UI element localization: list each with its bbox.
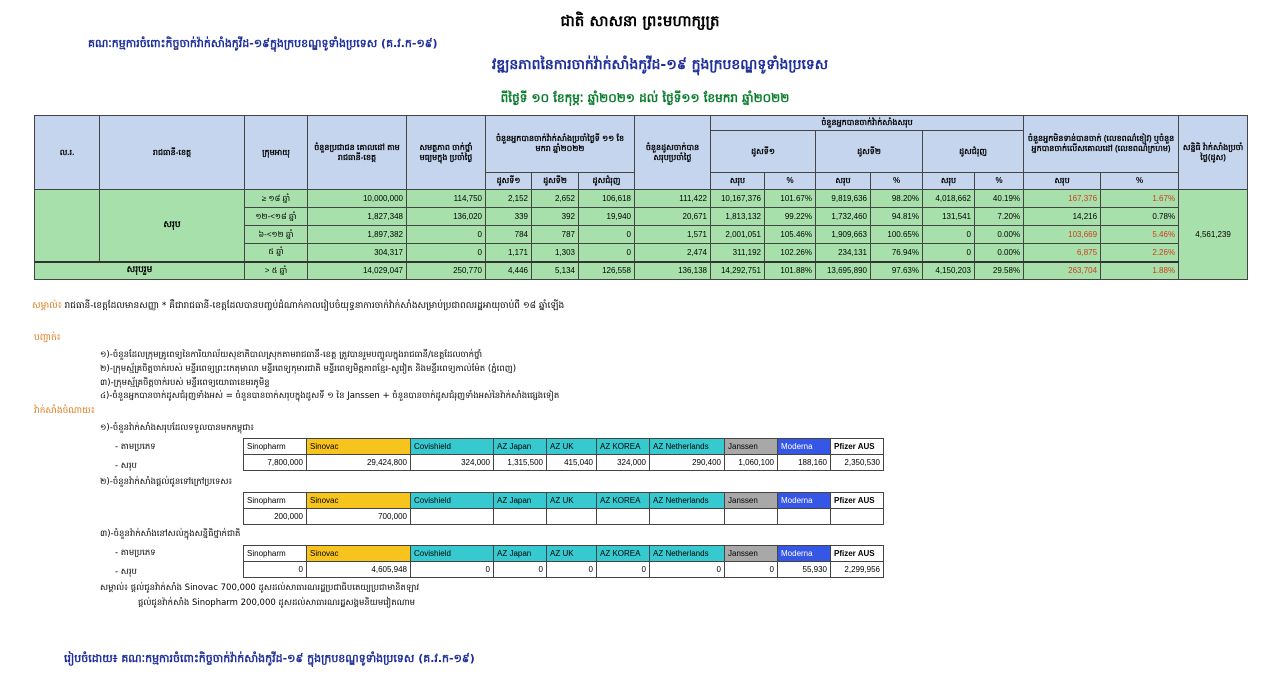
- stock-heading: ៣)-ចំនួនវ៉ាក់សាំងនៅសល់ក្នុងសន្និធិថ្នាក់ជាតិ: [100, 529, 241, 539]
- vaccines-stock-table: [243, 545, 884, 578]
- donated-value: [411, 509, 494, 525]
- remark-line: ផ្តល់ជូនវ៉ាក់សាំង Sinopharm 200,000 ដូសដល់សាធារណរដ្ឋសង្គមនិយមវៀតណាម: [138, 598, 416, 608]
- total-label: - សរុប: [115, 567, 137, 577]
- total-label: - សរុប: [115, 461, 137, 471]
- donated-value: [547, 509, 597, 525]
- target-cell: 14,029,047: [308, 262, 407, 280]
- today-booster-cell: 126,558: [579, 262, 635, 280]
- vaccine-name-pfizer: Pfizer AUS: [831, 546, 884, 562]
- vaccine-name-az-korea: AZ KOREA: [597, 439, 650, 455]
- col-cum-booster-total: សរុប: [923, 173, 975, 190]
- col-remaining-pct: %: [1101, 173, 1179, 190]
- received-value: 1,315,500: [494, 455, 547, 471]
- report-title: វឌ្ឍនភាពនៃការចាក់វ៉ាក់សាំងកូវីដ-១៩ ក្នុងក្របខណ្ឌទូទាំងប្រទេស: [491, 57, 829, 73]
- donated-value: [831, 509, 884, 525]
- received-value: 324,000: [411, 455, 494, 471]
- cum-dose1-cell: 2,001,051: [711, 226, 765, 244]
- donated-value: 700,000: [307, 509, 411, 525]
- group-label: សរុប: [100, 190, 245, 262]
- received-value: 415,040: [547, 455, 597, 471]
- vaccine-name-covishield: Covishield: [411, 493, 494, 509]
- cum-dose2-cell: 9,819,636: [816, 190, 871, 208]
- cum-dose2-pct-cell: 97.63%: [871, 262, 923, 280]
- explain-item: ៣)-ក្រុមស្ម័គ្រចិត្តចាក់របស់ មន្ទីរពេទ្យយោធាខេមរភូមិន្ទ: [100, 378, 270, 388]
- target-cell: 1,897,382: [308, 226, 407, 244]
- vaccine-name-janssen: Janssen: [725, 546, 778, 562]
- daily-total-cell: 1,571: [635, 226, 711, 244]
- cum-booster-pct-cell: 29.58%: [975, 262, 1024, 280]
- cum-dose2-cell: 13,695,890: [816, 262, 871, 280]
- cum-booster-cell: 0: [923, 226, 975, 244]
- cum-dose2-pct-cell: 94.81%: [871, 208, 923, 226]
- cum-dose1-pct-cell: 101.67%: [765, 190, 816, 208]
- cum-dose2-cell: 1,732,460: [816, 208, 871, 226]
- vaccine-name-sinopharm: Sinopharm: [244, 493, 307, 509]
- vaccine-name-az-japan: AZ Japan: [494, 439, 547, 455]
- report-date: ពីថ្ងៃទី ១០ ខែកុម្ភៈ ឆ្នាំ២០២១ ដល់ ថ្ងៃទី១១ ខែមករា ឆ្នាំ២០២២: [500, 91, 790, 105]
- vaccines-donated-table: [243, 492, 884, 525]
- remaining-cell: 14,216: [1024, 208, 1101, 226]
- col-age-group: ក្រុមអាយុ: [245, 116, 308, 190]
- explain-item: ៤)-ចំនួនអ្នកបានចាក់ដូសជំរុញទាំងអស់ = ចំនួនបានចាក់សរុបក្នុងដូសទី ១ នៃ Janssen + ចំនួនបានចាក់ដូសជំរុញទាំងអស់នៃវ៉ាក់សាំងផ្សេងទៀត: [100, 391, 560, 401]
- age-cell: ៦-<១២ ឆ្នាំ: [245, 226, 308, 244]
- received-heading: ១)-ចំនួនវ៉ាក់សាំងសរុបដែលទទួលបានមកកម្ពុជា៖: [100, 423, 255, 433]
- cum-dose1-pct-cell: 105.46%: [765, 226, 816, 244]
- vaccine-name-covishield: Covishield: [411, 439, 494, 455]
- col-remaining-total: សរុប: [1024, 173, 1101, 190]
- remaining-pct-cell: 2.26%: [1101, 244, 1179, 262]
- col-group-today: ចំនួនអ្នកបានចាក់វ៉ាក់សាំងប្រចាំថ្ងៃទី ១១ ខែមករា ឆ្នាំ២០២២: [486, 116, 635, 173]
- remaining-pct-cell: 1.88%: [1101, 262, 1179, 280]
- col-cum-dose2-pct: %: [871, 173, 923, 190]
- explain-label: បញ្ជាក់៖: [34, 333, 61, 343]
- remaining-cell: 6,875: [1024, 244, 1101, 262]
- vaccine-name-az-uk: AZ UK: [547, 439, 597, 455]
- vaccine-name-az-netherlands: AZ Netherlands: [650, 493, 725, 509]
- today-dose1-cell: 784: [486, 226, 532, 244]
- cum-booster-cell: 131,541: [923, 208, 975, 226]
- col-group-remaining: ចំនួនអ្នកមិនទាន់បានចាក់ (លេខពណ៌ខៀវ) ឬចំនួនអ្នកបានចាក់លើសគោលដៅ (លេខពណ៌ក្រហម): [1024, 116, 1179, 173]
- vaccination-summary-table: [34, 115, 1248, 280]
- today-dose1-cell: 4,446: [486, 262, 532, 280]
- today-dose1-cell: 2,152: [486, 190, 532, 208]
- remaining-cell: 263,704: [1024, 262, 1101, 280]
- national-motto: ជាតិ សាសនា ព្រះមហាក្សត្រ: [560, 12, 720, 30]
- cum-booster-pct-cell: 7.20%: [975, 208, 1024, 226]
- today-dose1-cell: 339: [486, 208, 532, 226]
- by-type-label: - តាមប្រភេទ: [115, 548, 156, 558]
- capacity-cell: 136,020: [407, 208, 486, 226]
- vaccine-name-pfizer: Pfizer AUS: [831, 493, 884, 509]
- remark-label: សម្គាល់៖: [100, 583, 129, 593]
- cum-dose2-cell: 1,909,663: [816, 226, 871, 244]
- stock-cell: 4,561,239: [1179, 190, 1248, 280]
- stock-value: 0: [597, 562, 650, 578]
- remaining-cell: 103,669: [1024, 226, 1101, 244]
- stock-value: 0: [411, 562, 494, 578]
- cum-booster-pct-cell: 0.00%: [975, 244, 1024, 262]
- grand-total-label: សរុបរួម: [35, 262, 245, 280]
- by-type-label: - តាមប្រភេទ: [115, 442, 156, 452]
- target-cell: 1,827,348: [308, 208, 407, 226]
- received-value: 324,000: [597, 455, 650, 471]
- cum-dose1-cell: 14,292,751: [711, 262, 765, 280]
- col-cum-booster-pct: %: [975, 173, 1024, 190]
- vaccines-received-table: [243, 438, 884, 471]
- donated-value: [494, 509, 547, 525]
- vaccine-name-sinovac: Sinovac: [307, 439, 411, 455]
- row-no-cell: [35, 190, 100, 262]
- daily-total-cell: 136,138: [635, 262, 711, 280]
- explain-item: ១)-ចំនួនដែលក្រុមគ្រូពេទ្យនៃការិយាល័យសុខាភិបាលស្រុកតាមរាជធានី-ខេត្ត ត្រូវបានរួមបញ្ចូលក្នុងរាជធានី/ខេត្តដែលចាក់ថ្នាំ: [100, 350, 483, 360]
- remaining-cell: 167,376: [1024, 190, 1101, 208]
- today-booster-cell: 106,618: [579, 190, 635, 208]
- vaccine-name-covishield: Covishield: [411, 546, 494, 562]
- today-dose2-cell: 5,134: [532, 262, 579, 280]
- col-daily-total: ចំនួនដូសចាក់បាន សរុបប្រចាំថ្ងៃ: [635, 116, 711, 190]
- remaining-pct-cell: 1.67%: [1101, 190, 1179, 208]
- cum-dose2-pct-cell: 100.65%: [871, 226, 923, 244]
- today-dose2-cell: 2,652: [532, 190, 579, 208]
- stock-value: 2,299,956: [831, 562, 884, 578]
- cum-dose2-cell: 234,131: [816, 244, 871, 262]
- col-today-dose2: ដូសទី២: [532, 173, 579, 190]
- cum-dose1-pct-cell: 102.26%: [765, 244, 816, 262]
- vaccine-name-az-japan: AZ Japan: [494, 493, 547, 509]
- vaccine-name-az-netherlands: AZ Netherlands: [650, 546, 725, 562]
- cum-dose1-cell: 10,167,376: [711, 190, 765, 208]
- col-cum-dose2-total: សរុប: [816, 173, 871, 190]
- col-today-dose1: ដូសទី១: [486, 173, 532, 190]
- received-value: 1,060,100: [725, 455, 778, 471]
- today-booster-cell: 19,940: [579, 208, 635, 226]
- col-no: ល.រ.: [35, 116, 100, 190]
- today-dose2-cell: 1,303: [532, 244, 579, 262]
- vaccine-name-moderna: Moderna: [778, 546, 831, 562]
- stock-value: 0: [494, 562, 547, 578]
- received-value: 290,400: [650, 455, 725, 471]
- cum-booster-cell: 4,018,662: [923, 190, 975, 208]
- col-today-booster: ដូសជំរុញ: [579, 173, 635, 190]
- daily-total-cell: 111,422: [635, 190, 711, 208]
- note-label: សម្គាល់៖: [32, 301, 62, 311]
- daily-total-cell: 20,671: [635, 208, 711, 226]
- capacity-cell: 250,770: [407, 262, 486, 280]
- vaccine-name-az-japan: AZ Japan: [494, 546, 547, 562]
- vaccine-name-az-korea: AZ KOREA: [597, 546, 650, 562]
- vaccine-name-moderna: Moderna: [778, 439, 831, 455]
- daily-total-cell: 2,474: [635, 244, 711, 262]
- vaccine-name-sinopharm: Sinopharm: [244, 546, 307, 562]
- received-value: 188,160: [778, 455, 831, 471]
- cum-dose2-pct-cell: 76.94%: [871, 244, 923, 262]
- donated-value: 200,000: [244, 509, 307, 525]
- stock-value: 0: [725, 562, 778, 578]
- today-dose1-cell: 1,171: [486, 244, 532, 262]
- received-value: 7,800,000: [244, 455, 307, 471]
- today-booster-cell: 0: [579, 244, 635, 262]
- donated-heading: ២)-ចំនួនវ៉ាក់សាំងផ្តល់ជូនទៅក្រៅប្រទេស៖: [100, 477, 233, 487]
- stock-value: 0: [547, 562, 597, 578]
- cum-dose1-cell: 311,192: [711, 244, 765, 262]
- today-dose2-cell: 392: [532, 208, 579, 226]
- donated-value: [597, 509, 650, 525]
- received-value: 29,424,800: [307, 455, 411, 471]
- stock-value: 55,930: [778, 562, 831, 578]
- grand-total-row: [35, 262, 1248, 280]
- vaccine-name-sinovac: Sinovac: [307, 546, 411, 562]
- donated-value: [650, 509, 725, 525]
- cum-booster-cell: 4,150,203: [923, 262, 975, 280]
- donated-value: [725, 509, 778, 525]
- capacity-cell: 0: [407, 244, 486, 262]
- cum-dose1-pct-cell: 99.22%: [765, 208, 816, 226]
- vaccine-name-az-uk: AZ UK: [547, 546, 597, 562]
- footer-prepared-by: រៀបចំដោយ៖ គណៈកម្មការចំពោះកិច្ចចាក់វ៉ាក់សាំងកូវីដ-១៩ ក្នុងក្របខណ្ឌទូទាំងប្រទេស (គ.វ.ក-១៩): [64, 652, 475, 665]
- vaccine-name-pfizer: Pfizer AUS: [831, 439, 884, 455]
- received-value: 2,350,530: [831, 455, 884, 471]
- remark-text: ផ្តល់ជូនវ៉ាក់សាំង Sinovac 700,000 ដូសដល់សាធារណរដ្ឋប្រជាធិបតេយ្យប្រជាមានិតឡាវ: [130, 583, 420, 593]
- col-target-population: ចំនួនប្រជាជន គោលដៅ តាមរាជធានី-ខេត្ត: [308, 116, 407, 190]
- vaccine-name-janssen: Janssen: [725, 439, 778, 455]
- age-cell: > ៥ ឆ្នាំ: [245, 262, 308, 280]
- cum-booster-pct-cell: 40.19%: [975, 190, 1024, 208]
- target-cell: 10,000,000: [308, 190, 407, 208]
- col-cum-dose1-pct: %: [765, 173, 816, 190]
- stock-value: 4,605,948: [307, 562, 411, 578]
- age-cell: ≥ ១៨ ឆ្នាំ: [245, 190, 308, 208]
- vaccine-name-sinovac: Sinovac: [307, 493, 411, 509]
- today-booster-cell: 0: [579, 226, 635, 244]
- vaccine-name-az-korea: AZ KOREA: [597, 493, 650, 509]
- col-daily-capacity: សមត្ថភាព ចាក់ថ្នាំ មធ្យមក្នុង ប្រចាំថ្ងៃ: [407, 116, 486, 190]
- explain-item: ២)-ក្រុមស្ម័គ្រចិត្តចាក់របស់ មន្ទីរពេទ្យព្រះកេតុមាលា មន្ទីរពេទ្យកុមារជាតិ មន្ទីរពេទ្យមិត្តភាពខ្មែរ-សូវៀត និងមន្ទីរពេទ្យកាល់ម៉ែត (ភ្នំពេញ): [100, 364, 517, 374]
- remaining-pct-cell: 5.46%: [1101, 226, 1179, 244]
- vaccine-section-label: វ៉ាក់សាំងចំណាយ៖: [34, 406, 95, 416]
- donated-value: [778, 509, 831, 525]
- col-province: រាជធានី-ខេត្ត: [100, 116, 245, 190]
- vaccine-name-sinopharm: Sinopharm: [244, 439, 307, 455]
- target-cell: 304,317: [308, 244, 407, 262]
- cum-dose1-cell: 1,813,132: [711, 208, 765, 226]
- col-cum-dose2: ដូសទី២: [816, 131, 923, 173]
- note-text: រាជធានី-ខេត្តដែលមានសញ្ញា * គឺជារាជធានី-ខេត្តដែលបានបញ្ចប់ដំណាក់កាលរៀបចំយុទ្ធនាការចាក់វ៉ាក់សាំងសម្រាប់ប្រជាពលរដ្ឋអាយុចាប់ពី ១៨ ឆ្នាំឡើង: [64, 301, 565, 311]
- vaccine-name-az-uk: AZ UK: [547, 493, 597, 509]
- today-dose2-cell: 787: [532, 226, 579, 244]
- age-cell: ៥ ឆ្នាំ: [245, 244, 308, 262]
- note-line: [32, 300, 564, 313]
- remaining-pct-cell: 0.78%: [1101, 208, 1179, 226]
- table-row: [35, 190, 1248, 208]
- stock-value: 0: [650, 562, 725, 578]
- cum-booster-pct-cell: 0.00%: [975, 226, 1024, 244]
- col-cum-dose1-total: សរុប: [711, 173, 765, 190]
- age-cell: ១២-<១៨ ឆ្នាំ: [245, 208, 308, 226]
- capacity-cell: 114,750: [407, 190, 486, 208]
- committee-name: គណៈកម្មការចំពោះកិច្ចចាក់វ៉ាក់សាំងកូវីដ-១៩ក្នុងក្របខណ្ឌទូទាំងប្រទេស (គ.វ.ក-១៩): [88, 37, 438, 50]
- stock-value: 0: [244, 562, 307, 578]
- col-group-cumulative: ចំនួនអ្នកបានចាក់វ៉ាក់សាំងសរុប: [711, 116, 1024, 131]
- remark-line: [100, 583, 419, 595]
- vaccine-name-moderna: Moderna: [778, 493, 831, 509]
- col-stock: សន្និធិ វ៉ាក់សាំងប្រចាំថ្ងៃ(ដូស): [1179, 116, 1248, 190]
- cum-dose2-pct-cell: 98.20%: [871, 190, 923, 208]
- capacity-cell: 0: [407, 226, 486, 244]
- col-cum-dose1: ដូសទី១: [711, 131, 816, 173]
- cum-booster-cell: 0: [923, 244, 975, 262]
- cum-dose1-pct-cell: 101.88%: [765, 262, 816, 280]
- vaccine-name-janssen: Janssen: [725, 493, 778, 509]
- col-cum-booster: ដូសជំរុញ: [923, 131, 1024, 173]
- vaccine-name-az-netherlands: AZ Netherlands: [650, 439, 725, 455]
